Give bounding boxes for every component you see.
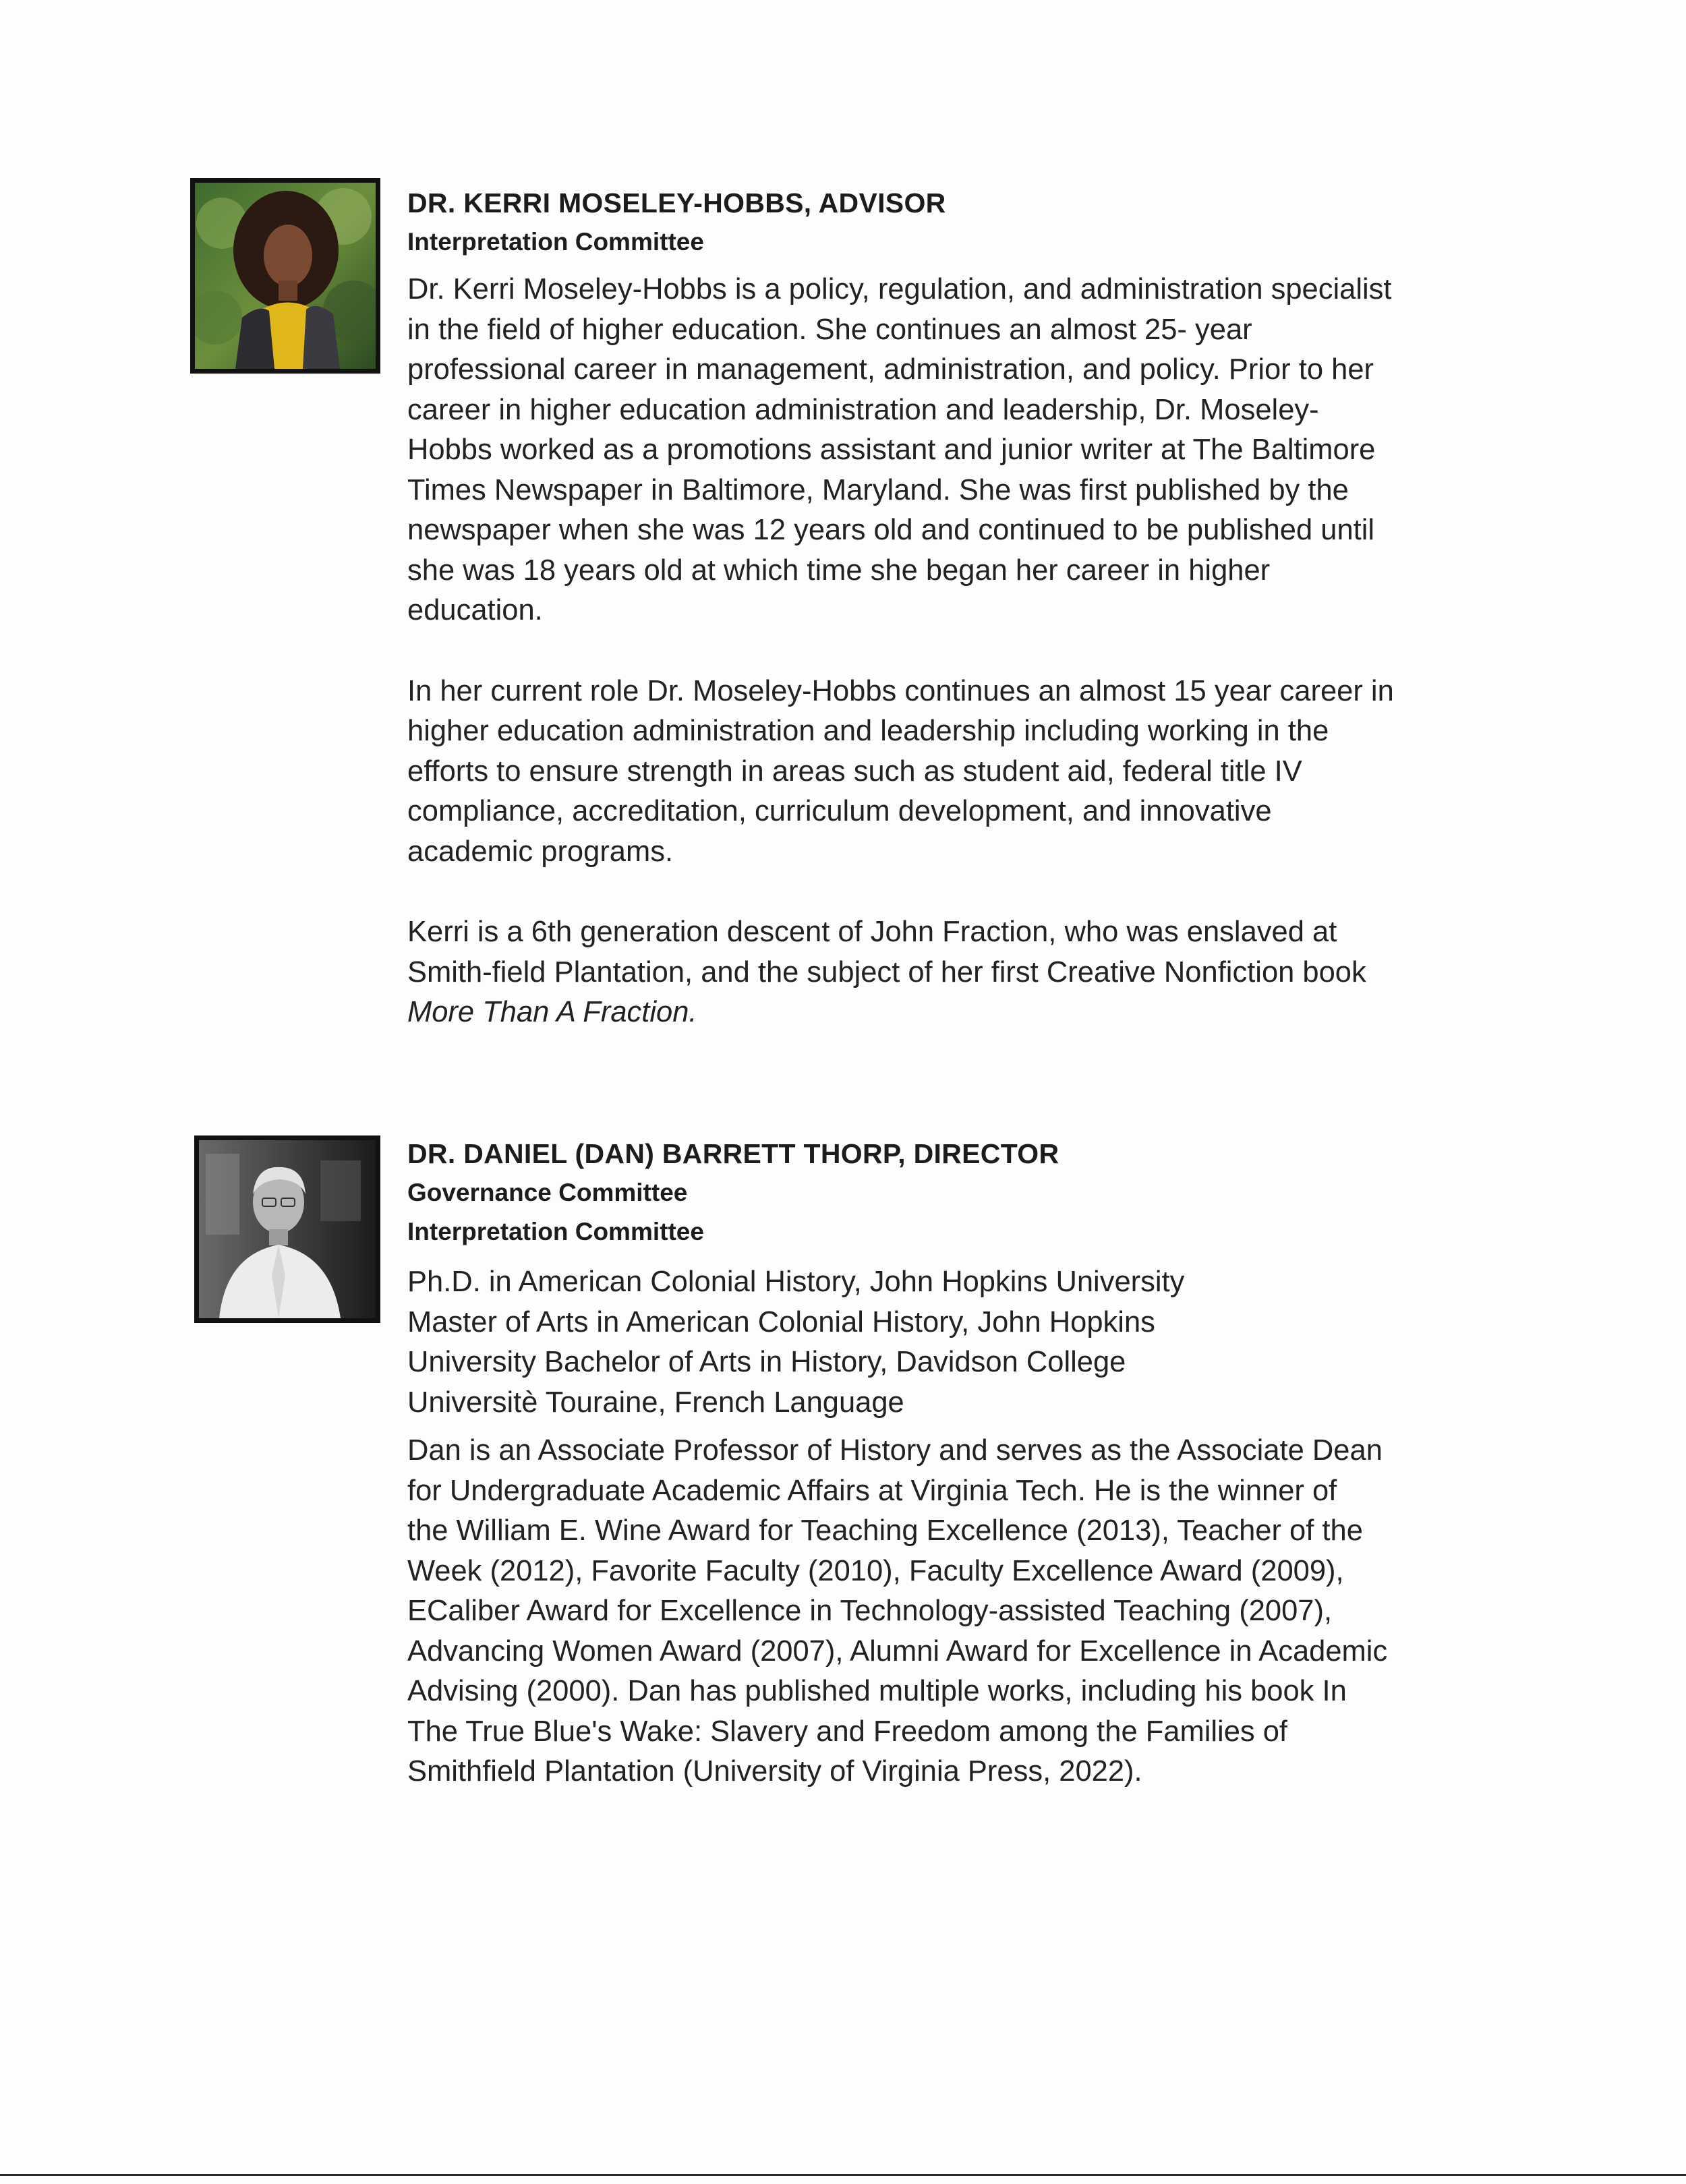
book-title: More Than A Fraction. (407, 996, 697, 1028)
portrait-photo-kerri (190, 178, 380, 374)
text-line: the William E. Wine Award for Teaching Excellence (2013), Teacher of the (407, 1514, 1363, 1547)
bio-paragraph (407, 672, 1486, 873)
text-line: Kerri is a 6th generation descent of John Fraction, who was enslaved at (407, 916, 1337, 948)
text-line: Advising (2000). Dan has published multiple works, including his book In (407, 1675, 1347, 1707)
bio-paragraph (407, 1431, 1486, 1792)
text-line: The True Blue's Wake: Slavery and Freedom among the Families of (407, 1715, 1288, 1748)
degree-line: Ph.D. in American Colonial History, John Hopkins University (407, 1266, 1185, 1298)
text-line: she was 18 years old at which time she began her career in higher (407, 554, 1271, 587)
bio-paragraph (407, 270, 1486, 631)
bio-text-kerri (407, 183, 1486, 1033)
person-name: DR. DANIEL (DAN) BARRETT THORP, DIRECTOR (407, 1138, 1059, 1169)
text-line: for Undergraduate Academic Affairs at Virginia Tech. He is the winner of (407, 1474, 1337, 1507)
text-line: In her current role Dr. Moseley-Hobbs continues an almost 15 year career in (407, 674, 1394, 707)
text-line: academic programs. (407, 835, 674, 868)
bio-text-daniel (407, 1134, 1486, 1792)
scan-edge-divider (0, 2174, 1686, 2176)
text-line: Smithfield Plantation (University of Virginia Press, 2022). (407, 1755, 1142, 1788)
text-line: Smith-field Plantation, and the subject of her first Creative Nonfiction book (407, 955, 1366, 988)
committee-label: Interpretation Committee (407, 228, 704, 256)
degree-line: University Bachelor of Arts in History, Davidson College (407, 1346, 1126, 1378)
text-line: newspaper when she was 12 years old and continued to be published until (407, 514, 1375, 546)
committee-label: Interpretation Committee (407, 1218, 704, 1245)
text-line: professional career in management, administration, and policy. Prior to her (407, 353, 1374, 386)
text-line: Advancing Women Award (2007), Alumni Award for Excellence in Academic (407, 1634, 1388, 1667)
portrait-image-kerri (195, 183, 376, 369)
text-line: higher education administration and leadership including working in the (407, 715, 1329, 747)
text-line: Times Newspaper in Baltimore, Maryland. She was first published by the (407, 473, 1349, 506)
text-line: Dan is an Associate Professor of History and serves as the Associate Dean (407, 1434, 1383, 1467)
text-line: education. (407, 594, 543, 626)
text-line: Hobbs worked as a promotions assistant and junior writer at The Baltimore (407, 434, 1376, 466)
text-line: Dr. Kerri Moseley-Hobbs is a policy, regulation, and administration specialist (407, 273, 1392, 305)
text-line: compliance, accreditation, curriculum development, and innovative (407, 795, 1272, 827)
committee-label: Governance Committee (407, 1179, 688, 1206)
degree-line: Master of Arts in American Colonial History, John Hopkins (407, 1305, 1155, 1338)
text-line: in the field of higher education. She continues an almost 25- year (407, 313, 1252, 346)
degree-line: Universitè Touraine, French Language (407, 1386, 904, 1419)
text-line: Week (2012), Favorite Faculty (2010), Faculty Excellence Award (2009), (407, 1554, 1344, 1587)
person-name: DR. KERRI MOSELEY-HOBBS, ADVISOR (407, 187, 946, 218)
bio-paragraph (407, 912, 1486, 1033)
portrait-image-daniel (199, 1140, 376, 1318)
text-line: career in higher education administration and leadership, Dr. Moseley- (407, 393, 1319, 426)
text-line: efforts to ensure strength in areas such as student aid, federal title IV (407, 755, 1302, 788)
portrait-photo-daniel (194, 1135, 380, 1323)
text-line: ECaliber Award for Excellence in Technology-assisted Teaching (2007), (407, 1595, 1333, 1627)
degree-list (407, 1262, 1486, 1423)
